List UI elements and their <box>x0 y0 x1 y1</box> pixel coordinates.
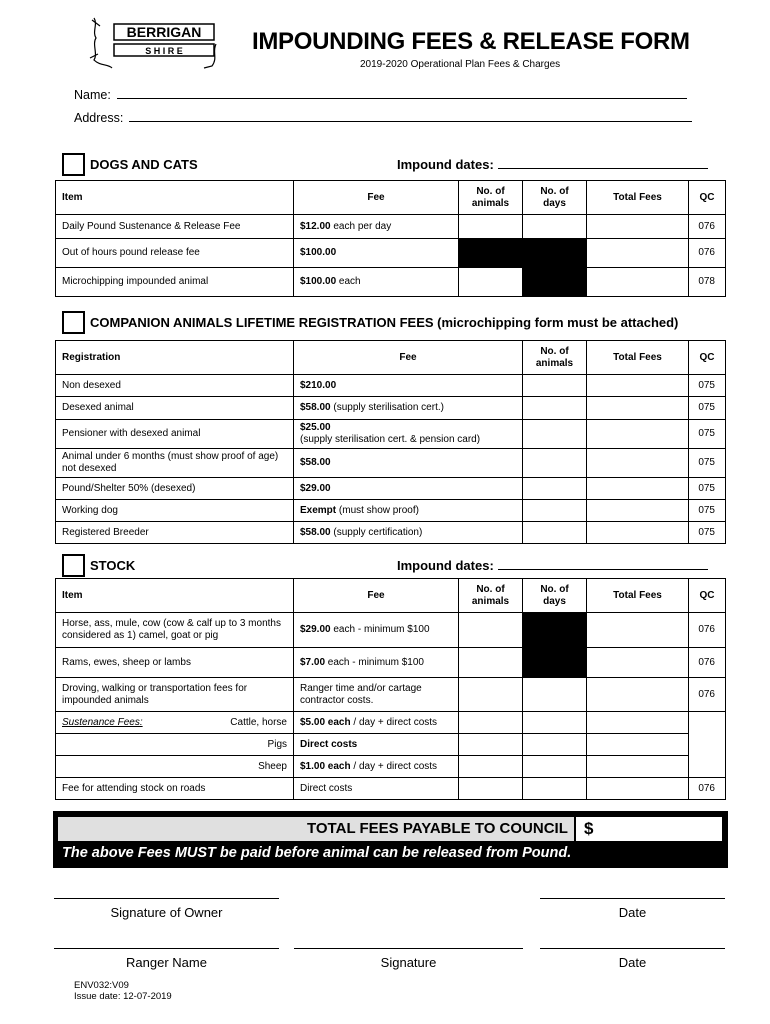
row-item: Working dog <box>56 500 294 522</box>
table-row <box>56 215 726 239</box>
total-input[interactable] <box>587 734 689 756</box>
row-qc: 075 <box>689 397 726 420</box>
days-input[interactable] <box>523 734 587 756</box>
dogs-checkbox[interactable] <box>62 153 85 176</box>
name-label: Name: <box>74 88 111 102</box>
animals-input[interactable] <box>459 778 523 800</box>
col-fee: Fee <box>294 181 459 215</box>
row-qc: 076 <box>689 778 726 800</box>
col-total: Total Fees <box>587 341 689 375</box>
table-row <box>56 778 726 800</box>
table-row <box>56 678 726 712</box>
total-input[interactable] <box>587 478 689 500</box>
logo-line2: S H I R E <box>145 46 183 56</box>
table-row <box>56 375 726 397</box>
col-item: Item <box>56 181 294 215</box>
table-row <box>56 397 726 420</box>
dogs-impound-dates[interactable] <box>397 157 708 172</box>
animals-input[interactable] <box>523 522 587 544</box>
col-animals: No. of animals <box>523 341 587 375</box>
row-fee: $58.00 (supply certification) <box>294 522 523 544</box>
row-qc: 075 <box>689 478 726 500</box>
total-input[interactable] <box>587 500 689 522</box>
animals-input[interactable] <box>523 449 587 478</box>
sustenance-label: Sustenance Fees: <box>62 716 143 728</box>
council-logo <box>88 14 220 72</box>
companion-checkbox[interactable] <box>62 311 85 334</box>
table-row <box>56 268 726 297</box>
ranger-date-label: Date <box>618 955 647 970</box>
total-input[interactable] <box>587 522 689 544</box>
document-footer <box>74 980 172 1003</box>
dogs-table <box>55 180 726 297</box>
col-total: Total Fees <box>587 579 689 613</box>
row-qc: 075 <box>689 449 726 478</box>
blocked-cell <box>523 648 587 678</box>
days-input[interactable] <box>523 678 587 712</box>
row-item: Registered Breeder <box>56 522 294 544</box>
companion-label: COMPANION ANIMALS LIFETIME REGISTRATION FEES (microchipping form must be attached) <box>90 315 679 330</box>
row-item: Pensioner with desexed animal <box>56 420 294 449</box>
row-qc: 075 <box>689 420 726 449</box>
stock-label: STOCK <box>90 558 136 573</box>
col-total: Total Fees <box>587 181 689 215</box>
blocked-cell <box>523 268 587 297</box>
owner-date-label: Date <box>618 905 647 920</box>
ranger-name-block[interactable] <box>54 948 279 970</box>
animals-input[interactable] <box>459 712 523 734</box>
row-item: Pound/Shelter 50% (desexed) <box>56 478 294 500</box>
row-item: Out of hours pound release fee <box>56 239 294 268</box>
payment-warning: The above Fees MUST be paid before animal can be released from Pound. <box>62 845 572 861</box>
sustenance-animal: Cattle, horse <box>230 716 287 728</box>
row-qc: 076 <box>689 678 726 712</box>
stock-table <box>55 578 726 800</box>
total-input[interactable] <box>587 375 689 397</box>
col-animals: No. of animals <box>459 181 523 215</box>
total-input[interactable] <box>587 239 689 268</box>
row-fee: Direct costs <box>294 734 459 756</box>
table-row <box>56 734 726 756</box>
stock-impound-line[interactable] <box>498 559 708 570</box>
days-input[interactable] <box>523 712 587 734</box>
table-row <box>56 712 726 734</box>
row-fee: $100.00 <box>294 239 459 268</box>
row-qc: 076 <box>689 239 726 268</box>
table-row <box>56 420 726 449</box>
row-fee: $7.00 each - minimum $100 <box>294 648 459 678</box>
row-qc: 076 <box>689 613 726 648</box>
qc-empty <box>689 712 726 778</box>
row-fee: $210.00 <box>294 375 523 397</box>
animals-input[interactable] <box>459 613 523 648</box>
col-days: No. of days <box>523 579 587 613</box>
dogs-label: DOGS AND CATS <box>90 157 198 172</box>
animals-input[interactable] <box>459 734 523 756</box>
form-title: IMPOUNDING FEES & RELEASE FORM <box>252 28 690 55</box>
dogs-impound-label: Impound dates: <box>397 157 494 172</box>
ranger-signature-block[interactable] <box>294 948 523 970</box>
animals-input[interactable] <box>523 375 587 397</box>
animals-input[interactable] <box>523 420 587 449</box>
total-input[interactable] <box>587 420 689 449</box>
total-input[interactable] <box>587 268 689 297</box>
days-input[interactable] <box>523 778 587 800</box>
total-input[interactable] <box>587 449 689 478</box>
row-item: Fee for attending stock on roads <box>56 778 294 800</box>
logo-line1: BERRIGAN <box>126 24 202 40</box>
row-fee: Direct costs <box>294 778 459 800</box>
row-fee: $25.00 (supply sterilisation cert. & pension card) <box>294 420 523 449</box>
col-fee: Fee <box>294 579 459 613</box>
companion-table <box>55 340 726 544</box>
stock-impound-label: Impound dates: <box>397 558 494 573</box>
col-fee: Fee <box>294 341 523 375</box>
total-input[interactable] <box>587 215 689 239</box>
blocked-cell <box>523 613 587 648</box>
animals-input[interactable] <box>523 478 587 500</box>
row-fee: $29.00 <box>294 478 523 500</box>
owner-signature-label: Signature of Owner <box>110 905 223 920</box>
row-fee: $12.00 each per day <box>294 215 459 239</box>
sustenance-animal: Sheep <box>56 756 294 778</box>
row-qc: 076 <box>689 648 726 678</box>
total-label: TOTAL FEES PAYABLE TO COUNCIL <box>307 820 568 837</box>
animals-input[interactable] <box>523 500 587 522</box>
total-amount-field[interactable]: $ <box>576 817 722 841</box>
col-qc: QC <box>689 579 726 613</box>
address-label: Address: <box>74 111 124 125</box>
blocked-cell <box>459 239 523 268</box>
name-field[interactable] <box>74 88 687 102</box>
col-registration: Registration <box>56 341 294 375</box>
total-input[interactable] <box>587 397 689 420</box>
total-input[interactable] <box>587 778 689 800</box>
total-input[interactable] <box>587 756 689 778</box>
dogs-section-header <box>62 153 198 176</box>
table-row <box>56 648 726 678</box>
form-subtitle: 2019-2020 Operational Plan Fees & Charges <box>360 59 561 70</box>
stock-checkbox[interactable] <box>62 554 85 577</box>
companion-section-header <box>62 311 678 334</box>
row-qc: 075 <box>689 375 726 397</box>
table-row <box>56 449 726 478</box>
table-row <box>56 613 726 648</box>
total-input[interactable] <box>587 712 689 734</box>
table-row <box>56 500 726 522</box>
table-row <box>56 522 726 544</box>
days-input[interactable] <box>523 215 587 239</box>
row-fee: $29.00 each - minimum $100 <box>294 613 459 648</box>
row-fee: $100.00 each <box>294 268 459 297</box>
total-input[interactable] <box>587 678 689 712</box>
row-item: Microchipping impounded animal <box>56 268 294 297</box>
animals-input[interactable] <box>459 648 523 678</box>
row-fee: Exempt (must show proof) <box>294 500 523 522</box>
row-item: Non desexed <box>56 375 294 397</box>
stock-section-header <box>62 554 135 577</box>
dogs-impound-line[interactable] <box>498 158 708 169</box>
sustenance-animal: Pigs <box>56 734 294 756</box>
row-item: Animal under 6 months (must show proof of age) not desexed <box>56 449 294 478</box>
ranger-name-label: Ranger Name <box>126 955 207 970</box>
col-animals: No. of animals <box>459 579 523 613</box>
issue-date: Issue date: 12-07-2019 <box>74 991 172 1003</box>
row-item: Horse, ass, mule, cow (cow & calf up to 3 months considered as 1) camel, goat or pig <box>56 613 294 648</box>
row-item: Droving, walking or transportation fees for impounded animals <box>56 678 294 712</box>
col-qc: QC <box>689 341 726 375</box>
row-qc: 078 <box>689 268 726 297</box>
row-item: Daily Pound Sustenance & Release Fee <box>56 215 294 239</box>
animals-input[interactable] <box>459 268 523 297</box>
document-code: ENV032:V09 <box>74 980 129 991</box>
sustenance-cell <box>56 712 294 734</box>
col-days: No. of days <box>523 181 587 215</box>
address-field[interactable] <box>74 111 692 125</box>
row-qc: 075 <box>689 522 726 544</box>
animals-input[interactable] <box>459 756 523 778</box>
animals-input[interactable] <box>523 397 587 420</box>
animals-input[interactable] <box>459 678 523 712</box>
blocked-cell <box>523 239 587 268</box>
col-qc: QC <box>689 181 726 215</box>
total-input[interactable] <box>587 648 689 678</box>
row-fee: $1.00 each / day + direct costs <box>294 756 459 778</box>
row-item: Desexed animal <box>56 397 294 420</box>
row-fee: $5.00 each / day + direct costs <box>294 712 459 734</box>
ranger-date-block[interactable] <box>540 948 725 970</box>
row-qc: 075 <box>689 500 726 522</box>
col-item: Item <box>56 579 294 613</box>
total-input[interactable] <box>587 613 689 648</box>
days-input[interactable] <box>523 756 587 778</box>
row-fee: $58.00 (supply sterilisation cert.) <box>294 397 523 420</box>
row-fee: $58.00 <box>294 449 523 478</box>
table-row <box>56 239 726 268</box>
row-qc: 076 <box>689 215 726 239</box>
row-item: Rams, ewes, sheep or lambs <box>56 648 294 678</box>
owner-date-block[interactable] <box>540 898 725 920</box>
ranger-signature-label: Signature <box>380 955 437 970</box>
table-row <box>56 478 726 500</box>
row-fee: Ranger time and/or cartage contractor costs. <box>294 678 459 712</box>
name-line[interactable] <box>117 88 687 99</box>
address-line[interactable] <box>129 111 692 122</box>
owner-signature-block[interactable] <box>54 898 279 920</box>
stock-impound-dates[interactable] <box>397 558 708 573</box>
animals-input[interactable] <box>459 215 523 239</box>
table-row <box>56 756 726 778</box>
